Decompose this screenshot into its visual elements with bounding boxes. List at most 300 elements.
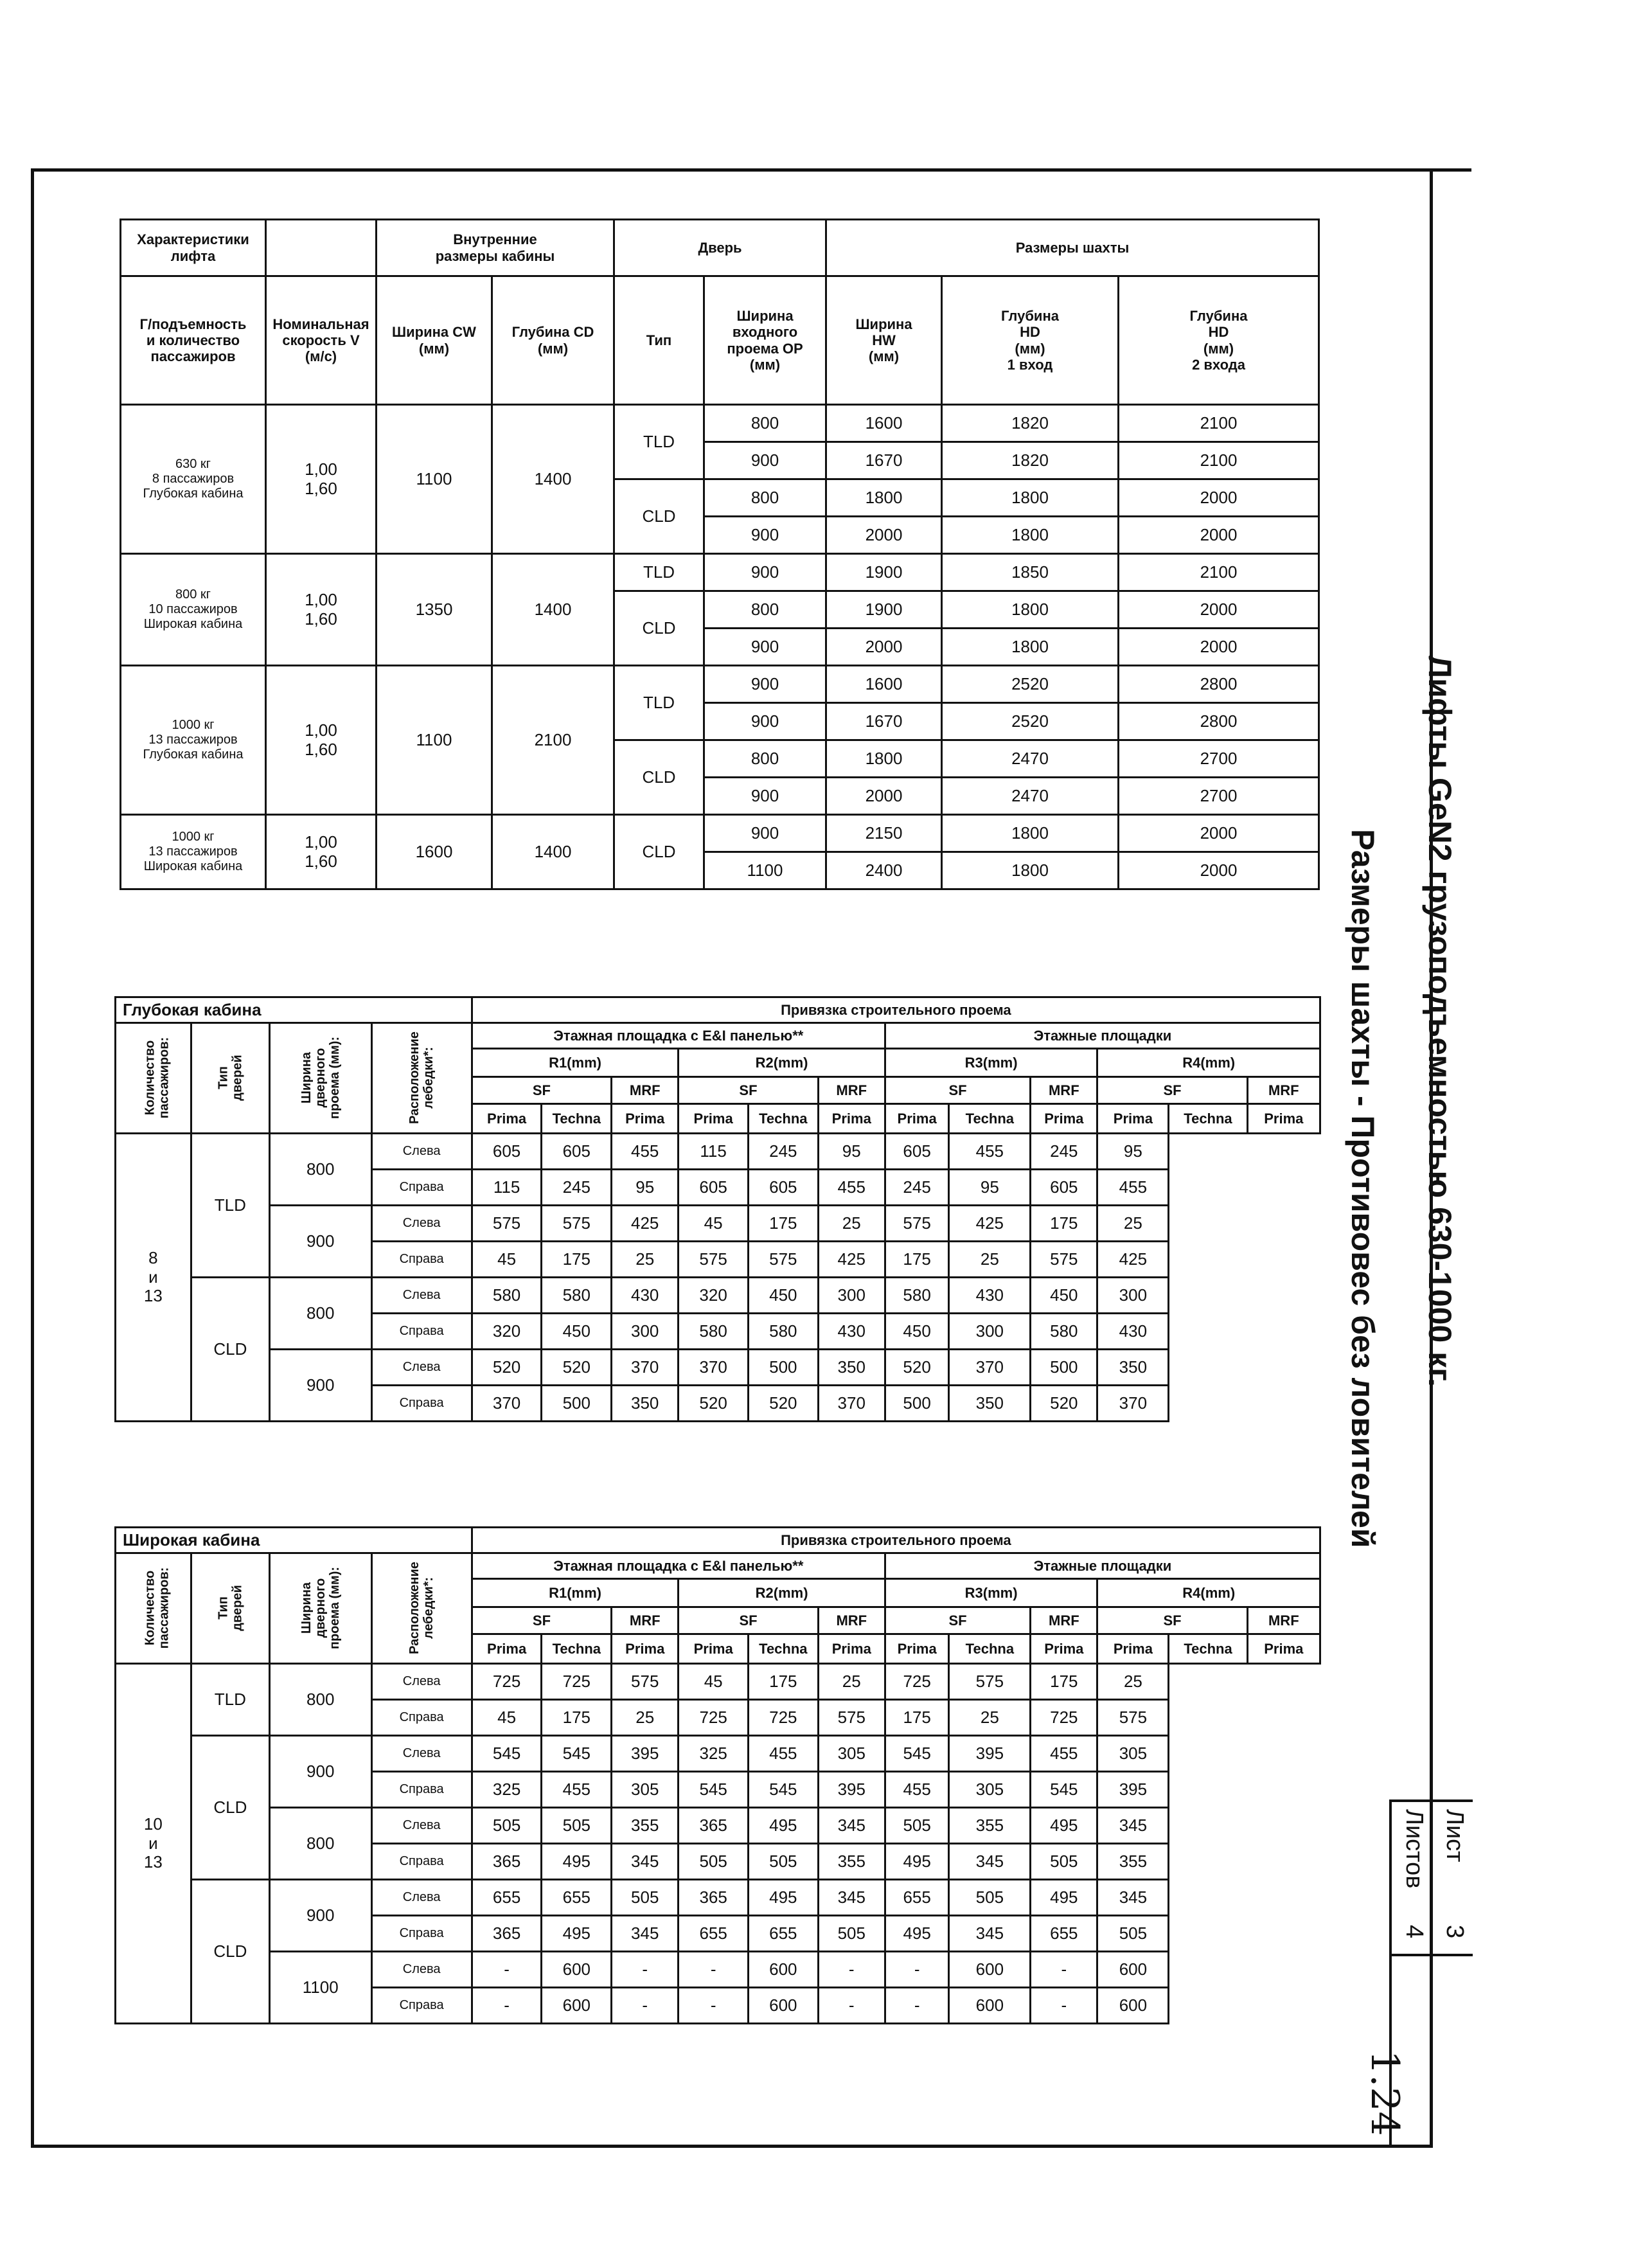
- cabin-caption: Глубокая кабина: [116, 997, 472, 1023]
- value-cell: 600: [749, 1988, 819, 2024]
- header-passenger-count-text: Количество пассажиров:: [143, 1037, 172, 1118]
- value-cell: 45: [472, 1242, 542, 1278]
- value-cell: 725: [542, 1664, 612, 1700]
- frame-top-extension: [1394, 168, 1471, 172]
- value-cell: 600: [749, 1952, 819, 1988]
- value-cell: 2400: [826, 852, 942, 889]
- value-cell: 395: [818, 1772, 885, 1808]
- header-prima: Prima: [1031, 1634, 1097, 1664]
- value-cell: 425: [818, 1242, 885, 1278]
- value-cell: 425: [949, 1206, 1031, 1242]
- value-cell: 455: [885, 1772, 949, 1808]
- value-cell: 545: [749, 1772, 819, 1808]
- cw-cell: 1100: [377, 405, 492, 554]
- value-cell: 350: [612, 1386, 679, 1422]
- value-cell: 800: [704, 591, 826, 629]
- speed-cell: 1,00 1,60: [266, 666, 377, 815]
- sheet-number: 3: [1441, 1925, 1468, 1939]
- header-prima: Prima: [472, 1104, 542, 1134]
- value-cell: 2520: [942, 703, 1119, 740]
- value-cell: 305: [1097, 1736, 1169, 1772]
- header-sf: SF: [679, 1607, 818, 1634]
- header-mrf: MRF: [1247, 1607, 1320, 1634]
- value-cell: 545: [542, 1736, 612, 1772]
- value-cell: 1850: [942, 554, 1119, 591]
- value-cell: 600: [542, 1952, 612, 1988]
- header-shaft-dimensions: Размеры шахты: [826, 220, 1319, 276]
- cw-cell: 1100: [377, 666, 492, 815]
- value-cell: 355: [818, 1844, 885, 1880]
- value-cell: 25: [949, 1700, 1031, 1736]
- sheets-label: Листов: [1401, 1809, 1428, 1889]
- header-prima: Prima: [1097, 1104, 1169, 1134]
- table-row: [116, 1206, 1320, 1242]
- header-prima: Prima: [612, 1634, 679, 1664]
- header-prima: Prima: [1247, 1634, 1320, 1664]
- value-cell: 175: [1031, 1206, 1097, 1242]
- value-cell: 575: [949, 1664, 1031, 1700]
- value-cell: 575: [1031, 1242, 1097, 1278]
- value-cell: 455: [949, 1134, 1031, 1170]
- value-cell: 500: [542, 1386, 612, 1422]
- value-cell: 350: [949, 1386, 1031, 1422]
- winch-side-cell: Справа: [371, 1916, 472, 1952]
- value-cell: 900: [704, 815, 826, 852]
- value-cell: 365: [472, 1916, 542, 1952]
- header-prima: Prima: [885, 1634, 949, 1664]
- winch-side-cell: Слева: [371, 1952, 472, 1988]
- header-prima: Prima: [472, 1634, 542, 1664]
- value-cell: 655: [472, 1880, 542, 1916]
- speed-cell: 1,00 1,60: [266, 405, 377, 554]
- value-cell: 245: [748, 1134, 818, 1170]
- value-cell: 305: [612, 1772, 679, 1808]
- value-cell: 495: [1031, 1808, 1097, 1844]
- value-cell: 900: [704, 517, 826, 554]
- header-techna: Techna: [1169, 1634, 1247, 1664]
- table-row: [121, 815, 1319, 852]
- header-sf: SF: [1097, 1607, 1247, 1634]
- cw-cell: 1350: [377, 554, 492, 666]
- header-door-width: [270, 1553, 372, 1664]
- value-cell: 545: [1031, 1772, 1097, 1808]
- door-type-cell: TLD: [614, 666, 704, 740]
- value-cell: 900: [704, 629, 826, 666]
- value-cell: 175: [885, 1700, 949, 1736]
- value-cell: 345: [949, 1916, 1031, 1952]
- value-cell: 1800: [826, 479, 942, 517]
- header-sf: SF: [472, 1077, 611, 1104]
- value-cell: 370: [472, 1386, 542, 1422]
- value-cell: 320: [679, 1278, 749, 1314]
- header-sf: SF: [679, 1077, 818, 1104]
- value-cell: 325: [472, 1772, 542, 1808]
- value-cell: 2700: [1119, 778, 1319, 815]
- header-r1: R1(mm): [472, 1579, 679, 1607]
- header-inner-dimensions: Внутренние размеры кабины: [377, 220, 614, 276]
- value-cell: 580: [542, 1278, 612, 1314]
- value-cell: -: [472, 1952, 542, 1988]
- value-cell: 25: [818, 1664, 885, 1700]
- value-cell: 2100: [1119, 442, 1319, 479]
- winch-side-cell: Справа: [371, 1844, 472, 1880]
- value-cell: 520: [885, 1350, 949, 1386]
- passenger-count-cell: 10 и 13: [116, 1664, 191, 2024]
- value-cell: 575: [679, 1242, 749, 1278]
- value-cell: 495: [542, 1844, 612, 1880]
- door-type-cell: CLD: [614, 591, 704, 666]
- value-cell: 1800: [942, 815, 1119, 852]
- value-cell: 605: [679, 1170, 749, 1206]
- header-passenger-count-text: Количество пассажиров:: [143, 1567, 172, 1648]
- value-cell: 430: [818, 1314, 885, 1350]
- value-cell: 325: [679, 1736, 749, 1772]
- value-cell: 505: [612, 1880, 679, 1916]
- header-characteristics: Характеристики лифта: [121, 220, 266, 276]
- value-cell: 95: [612, 1170, 679, 1206]
- value-cell: 175: [749, 1664, 819, 1700]
- value-cell: 430: [949, 1278, 1031, 1314]
- value-cell: 505: [885, 1808, 949, 1844]
- value-cell: 505: [679, 1844, 749, 1880]
- value-cell: 450: [542, 1314, 612, 1350]
- value-cell: 575: [472, 1206, 542, 1242]
- value-cell: 2800: [1119, 666, 1319, 703]
- value-cell: 175: [542, 1242, 612, 1278]
- value-cell: 600: [1097, 1952, 1169, 1988]
- value-cell: 305: [818, 1736, 885, 1772]
- header-cw: Ширина CW (мм): [377, 276, 492, 405]
- header-r2: R2(mm): [679, 1049, 885, 1077]
- table-row: [121, 554, 1319, 591]
- value-cell: 365: [679, 1808, 749, 1844]
- value-cell: 450: [885, 1314, 949, 1350]
- value-cell: 355: [949, 1808, 1031, 1844]
- winch-side-cell: Справа: [371, 1700, 472, 1736]
- door-width-cell: 800: [270, 1278, 372, 1350]
- value-cell: 2470: [942, 778, 1119, 815]
- value-cell: 800: [704, 479, 826, 517]
- value-cell: 520: [472, 1350, 542, 1386]
- door-type-cell: CLD: [191, 1880, 269, 2024]
- value-cell: 395: [612, 1736, 679, 1772]
- value-cell: 655: [885, 1880, 949, 1916]
- value-cell: 345: [949, 1844, 1031, 1880]
- value-cell: 575: [818, 1700, 885, 1736]
- value-cell: 95: [1097, 1134, 1169, 1170]
- value-cell: 370: [612, 1350, 679, 1386]
- value-cell: 1800: [942, 852, 1119, 889]
- header-door-width-text: Ширина дверного проема (мм):: [299, 1036, 342, 1119]
- header-techna: Techna: [748, 1104, 818, 1134]
- value-cell: 545: [472, 1736, 542, 1772]
- value-cell: 600: [949, 1952, 1031, 1988]
- value-cell: 655: [1031, 1916, 1097, 1952]
- value-cell: 725: [679, 1700, 749, 1736]
- value-cell: 345: [612, 1916, 679, 1952]
- value-cell: 115: [472, 1170, 542, 1206]
- value-cell: -: [679, 1952, 749, 1988]
- value-cell: 355: [1097, 1844, 1169, 1880]
- header-techna: Techna: [949, 1104, 1031, 1134]
- value-cell: 455: [542, 1772, 612, 1808]
- value-cell: 95: [818, 1134, 885, 1170]
- value-cell: 300: [818, 1278, 885, 1314]
- value-cell: 580: [679, 1314, 749, 1350]
- header-r1: R1(mm): [472, 1049, 679, 1077]
- door-width-cell: 900: [270, 1350, 372, 1422]
- header-prima: Prima: [1031, 1104, 1097, 1134]
- value-cell: 605: [1031, 1170, 1097, 1206]
- value-cell: 175: [748, 1206, 818, 1242]
- value-cell: 300: [1097, 1278, 1169, 1314]
- value-cell: -: [885, 1988, 949, 2024]
- winch-side-cell: Слева: [371, 1278, 472, 1314]
- table-row: [121, 405, 1319, 442]
- value-cell: 345: [612, 1844, 679, 1880]
- document-subtitle: Размеры шахты - Противовес без ловителей: [1345, 829, 1381, 1548]
- value-cell: 425: [612, 1206, 679, 1242]
- header-prima: Prima: [679, 1104, 749, 1134]
- door-type-cell: TLD: [191, 1664, 269, 1736]
- header-door: Дверь: [614, 220, 826, 276]
- winch-side-cell: Справа: [371, 1314, 472, 1350]
- value-cell: 900: [704, 666, 826, 703]
- value-cell: 505: [949, 1880, 1031, 1916]
- value-cell: 455: [818, 1170, 885, 1206]
- header-sf: SF: [472, 1607, 611, 1634]
- winch-side-cell: Справа: [371, 1242, 472, 1278]
- value-cell: 45: [679, 1206, 749, 1242]
- load-cell: 1000 кг 13 пассажиров Глубокая кабина: [121, 666, 266, 815]
- header-winch-position-text: Расположение лебедки*:: [407, 1561, 436, 1654]
- header-mrf: MRF: [1247, 1077, 1320, 1104]
- value-cell: 425: [1097, 1242, 1169, 1278]
- value-cell: -: [818, 1988, 885, 2024]
- value-cell: 115: [679, 1134, 749, 1170]
- value-cell: 2000: [1119, 591, 1319, 629]
- value-cell: 365: [679, 1880, 749, 1916]
- header-r3: R3(mm): [885, 1049, 1097, 1077]
- value-cell: 495: [749, 1808, 819, 1844]
- table-row: [116, 1350, 1320, 1386]
- value-cell: 1900: [826, 554, 942, 591]
- header-winch-position: [371, 1023, 472, 1134]
- winch-side-cell: Слева: [371, 1664, 472, 1700]
- value-cell: 245: [542, 1170, 612, 1206]
- value-cell: 95: [949, 1170, 1031, 1206]
- value-cell: 25: [818, 1206, 885, 1242]
- header-winch-position: [371, 1553, 472, 1664]
- header-speed: Номинальная скорость V (м/с): [266, 276, 377, 405]
- header-hw: Ширина HW (мм): [826, 276, 942, 405]
- header-prima: Prima: [885, 1104, 949, 1134]
- table-row: [116, 1664, 1320, 1700]
- value-cell: 2000: [1119, 852, 1319, 889]
- value-cell: 350: [1097, 1350, 1169, 1386]
- value-cell: 455: [612, 1134, 679, 1170]
- value-cell: 45: [472, 1700, 542, 1736]
- value-cell: 545: [679, 1772, 749, 1808]
- header-r4: R4(mm): [1097, 1049, 1320, 1077]
- value-cell: 365: [472, 1844, 542, 1880]
- table-row: [121, 666, 1319, 703]
- value-cell: 605: [472, 1134, 542, 1170]
- header-sf: SF: [885, 1077, 1030, 1104]
- value-cell: 2470: [942, 740, 1119, 778]
- value-cell: 175: [542, 1700, 612, 1736]
- header-door-type: [191, 1023, 269, 1134]
- header-techna: Techna: [1169, 1104, 1247, 1134]
- header-techna: Techna: [542, 1104, 612, 1134]
- value-cell: 1800: [826, 740, 942, 778]
- value-cell: 900: [704, 554, 826, 591]
- header-mrf: MRF: [612, 1077, 679, 1104]
- header-r2: R2(mm): [679, 1579, 885, 1607]
- value-cell: 655: [679, 1916, 749, 1952]
- cd-cell: 2100: [492, 666, 614, 815]
- winch-side-cell: Слева: [371, 1880, 472, 1916]
- header-mrf: MRF: [1031, 1607, 1097, 1634]
- header-binding: Привязка строительного проема: [472, 997, 1320, 1023]
- cd-cell: 1400: [492, 815, 614, 889]
- door-width-cell: 1100: [270, 1952, 372, 2024]
- value-cell: 175: [1031, 1664, 1097, 1700]
- speed-cell: 1,00 1,60: [266, 815, 377, 889]
- value-cell: 450: [748, 1278, 818, 1314]
- lift-characteristics-table: [120, 219, 1320, 890]
- value-cell: -: [885, 1952, 949, 1988]
- door-width-cell: 900: [270, 1206, 372, 1278]
- value-cell: 2520: [942, 666, 1119, 703]
- winch-side-cell: Слева: [371, 1206, 472, 1242]
- value-cell: 575: [885, 1206, 949, 1242]
- value-cell: 495: [542, 1916, 612, 1952]
- header-type: Тип: [614, 276, 704, 405]
- value-cell: 495: [885, 1916, 949, 1952]
- table-row: [116, 1736, 1320, 1772]
- value-cell: 1820: [942, 442, 1119, 479]
- winch-side-cell: Справа: [371, 1170, 472, 1206]
- value-cell: 900: [704, 778, 826, 815]
- value-cell: 520: [748, 1386, 818, 1422]
- value-cell: 520: [542, 1350, 612, 1386]
- value-cell: 900: [704, 442, 826, 479]
- winch-side-cell: Справа: [371, 1386, 472, 1422]
- value-cell: 1800: [942, 591, 1119, 629]
- door-type-cell: CLD: [614, 740, 704, 815]
- value-cell: 45: [679, 1664, 749, 1700]
- header-sf: SF: [1097, 1077, 1247, 1104]
- value-cell: 505: [542, 1808, 612, 1844]
- header-hd2: Глубина HD (мм) 2 входа: [1119, 276, 1319, 405]
- header-binding: Привязка строительного проема: [472, 1528, 1320, 1553]
- table-row: [116, 1134, 1320, 1170]
- value-cell: 2000: [1119, 815, 1319, 852]
- winch-side-cell: Справа: [371, 1988, 472, 2024]
- value-cell: 725: [749, 1700, 819, 1736]
- signature: 1.24: [1362, 2050, 1407, 2136]
- value-cell: 655: [749, 1916, 819, 1952]
- value-cell: 2700: [1119, 740, 1319, 778]
- cw-cell: 1600: [377, 815, 492, 889]
- value-cell: 545: [885, 1736, 949, 1772]
- value-cell: 430: [1097, 1314, 1169, 1350]
- value-cell: 600: [949, 1988, 1031, 2024]
- value-cell: 580: [1031, 1314, 1097, 1350]
- table-row: [116, 1952, 1320, 1988]
- value-cell: 2000: [826, 778, 942, 815]
- header-winch-position-text: Расположение лебедки*:: [407, 1031, 436, 1124]
- value-cell: 900: [704, 703, 826, 740]
- value-cell: 575: [1097, 1700, 1169, 1736]
- sheets-count: 4: [1401, 1925, 1428, 1939]
- value-cell: 725: [885, 1664, 949, 1700]
- value-cell: 25: [612, 1242, 679, 1278]
- value-cell: 505: [1097, 1916, 1169, 1952]
- value-cell: 725: [1031, 1700, 1097, 1736]
- header-door-type: [191, 1553, 269, 1664]
- winch-side-cell: Справа: [371, 1772, 472, 1808]
- value-cell: 455: [1031, 1736, 1097, 1772]
- header-r4: R4(mm): [1097, 1579, 1320, 1607]
- value-cell: -: [612, 1988, 679, 2024]
- value-cell: -: [818, 1952, 885, 1988]
- value-cell: 600: [1097, 1988, 1169, 2024]
- value-cell: 605: [542, 1134, 612, 1170]
- value-cell: 2800: [1119, 703, 1319, 740]
- value-cell: 1670: [826, 442, 942, 479]
- value-cell: 370: [1097, 1386, 1169, 1422]
- header-sf: SF: [885, 1607, 1030, 1634]
- cd-cell: 1400: [492, 405, 614, 554]
- value-cell: 505: [749, 1844, 819, 1880]
- value-cell: 450: [1031, 1278, 1097, 1314]
- door-width-cell: 900: [270, 1736, 372, 1808]
- header-door-type-text: Тип дверей: [216, 1054, 245, 1101]
- wide-cabin-binding-table: [114, 1526, 1321, 2024]
- value-cell: 175: [885, 1242, 949, 1278]
- header-prima: Prima: [818, 1634, 885, 1664]
- value-cell: 500: [885, 1386, 949, 1422]
- value-cell: 1820: [942, 405, 1119, 442]
- value-cell: 495: [1031, 1880, 1097, 1916]
- value-cell: 455: [749, 1736, 819, 1772]
- load-cell: 800 кг 10 пассажиров Широкая кабина: [121, 554, 266, 666]
- value-cell: 2150: [826, 815, 942, 852]
- header-mrf: MRF: [818, 1607, 885, 1634]
- value-cell: 25: [612, 1700, 679, 1736]
- document-title: Лифты GeN2 грузоподъемностью 630-1000 кг.: [1422, 656, 1458, 1387]
- header-load: Г/подъемность и количество пассажиров: [121, 276, 266, 405]
- value-cell: 500: [748, 1350, 818, 1386]
- value-cell: 305: [949, 1772, 1031, 1808]
- value-cell: 575: [612, 1664, 679, 1700]
- header-prima: Prima: [679, 1634, 749, 1664]
- value-cell: 2000: [826, 517, 942, 554]
- header-prima: Prima: [1097, 1634, 1169, 1664]
- header-prima: Prima: [1247, 1104, 1320, 1134]
- header-mrf: MRF: [612, 1607, 679, 1634]
- table-row: [116, 1278, 1320, 1314]
- winch-side-cell: Слева: [371, 1350, 472, 1386]
- header-door-width: [270, 1023, 372, 1134]
- value-cell: 300: [612, 1314, 679, 1350]
- value-cell: 25: [1097, 1664, 1169, 1700]
- value-cell: 1800: [942, 517, 1119, 554]
- door-width-cell: 800: [270, 1808, 372, 1880]
- value-cell: 575: [748, 1242, 818, 1278]
